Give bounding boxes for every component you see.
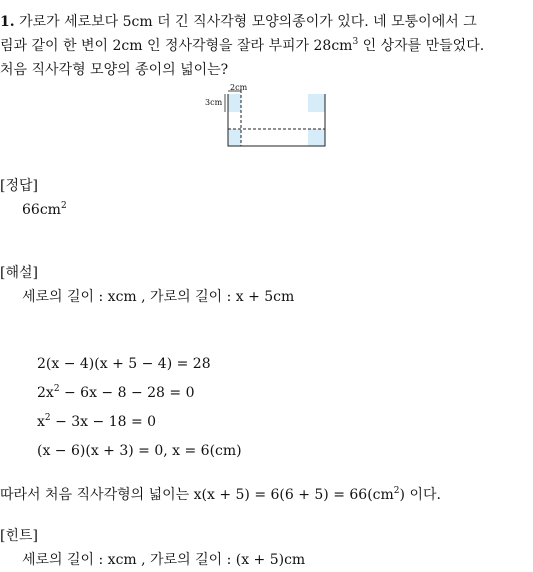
hint-heading: [힌트] bbox=[0, 528, 38, 544]
problem-text-1: 가로가 세로보다 5cm 더 긴 직사각형 모양의종이가 있다. 네 모퉁이에서 그 bbox=[19, 14, 477, 30]
problem-text-2a: 림과 같이 한 변이 2cm 인 정사각형을 잘라 부피가 28cm bbox=[0, 38, 353, 54]
box-net-figure bbox=[203, 84, 333, 152]
label-2cm: 2cm bbox=[230, 84, 248, 92]
problem-text-2-sup: 3 bbox=[352, 37, 359, 47]
problem-line-3: 처음 직사각형 모양의 종이의 넓이는? bbox=[0, 62, 229, 78]
problem-line-1 bbox=[0, 10, 477, 34]
answer-value bbox=[22, 198, 67, 222]
conclusion-a: 따라서 처음 직사각형의 넓이는 x(x + 5) = 6(6 + 5) = 66(cm bbox=[0, 487, 394, 503]
equation-3-sup: 2 bbox=[44, 413, 51, 423]
corner-bottom-right bbox=[308, 129, 325, 146]
conclusion-b: ) 이다. bbox=[399, 487, 441, 503]
problem-text-2b: 인 상자를 만들었다. bbox=[358, 38, 485, 54]
corner-bottom-left bbox=[228, 129, 241, 146]
conclusion-sup: 2 bbox=[393, 486, 400, 496]
equation-1: 2(x − 4)(x + 5 − 4) = 28 bbox=[37, 356, 211, 372]
answer-value-base: 66cm bbox=[22, 202, 61, 218]
solution-intro: 세로의 길이 : xcm , 가로의 길이 : x + 5cm bbox=[22, 289, 295, 305]
problem-line-2 bbox=[0, 34, 484, 58]
box-net-svg bbox=[203, 84, 333, 152]
equation-4: (x − 6)(x + 3) = 0, x = 6(cm) bbox=[37, 443, 242, 459]
equation-3 bbox=[37, 410, 156, 434]
solution-conclusion bbox=[0, 483, 441, 507]
corner-top-right bbox=[308, 94, 325, 112]
equation-3a: x bbox=[37, 414, 45, 430]
solution-heading: [해설] bbox=[0, 265, 38, 281]
answer-heading: [정답] bbox=[0, 178, 38, 194]
equation-2-sup: 2 bbox=[53, 384, 60, 394]
corner-top-left bbox=[228, 94, 241, 112]
equation-2a: 2x bbox=[37, 385, 54, 401]
equation-2b: − 6x − 8 − 28 = 0 bbox=[59, 385, 195, 401]
answer-value-sup: 2 bbox=[60, 201, 67, 211]
problem-number: 1. bbox=[0, 14, 15, 30]
equation-2 bbox=[37, 381, 195, 405]
hint-text: 세로의 길이 : xcm , 가로의 길이 : (x + 5)cm bbox=[22, 552, 306, 568]
equation-3b: − 3x − 18 = 0 bbox=[50, 414, 157, 430]
label-3cm: 3cm bbox=[205, 98, 223, 107]
